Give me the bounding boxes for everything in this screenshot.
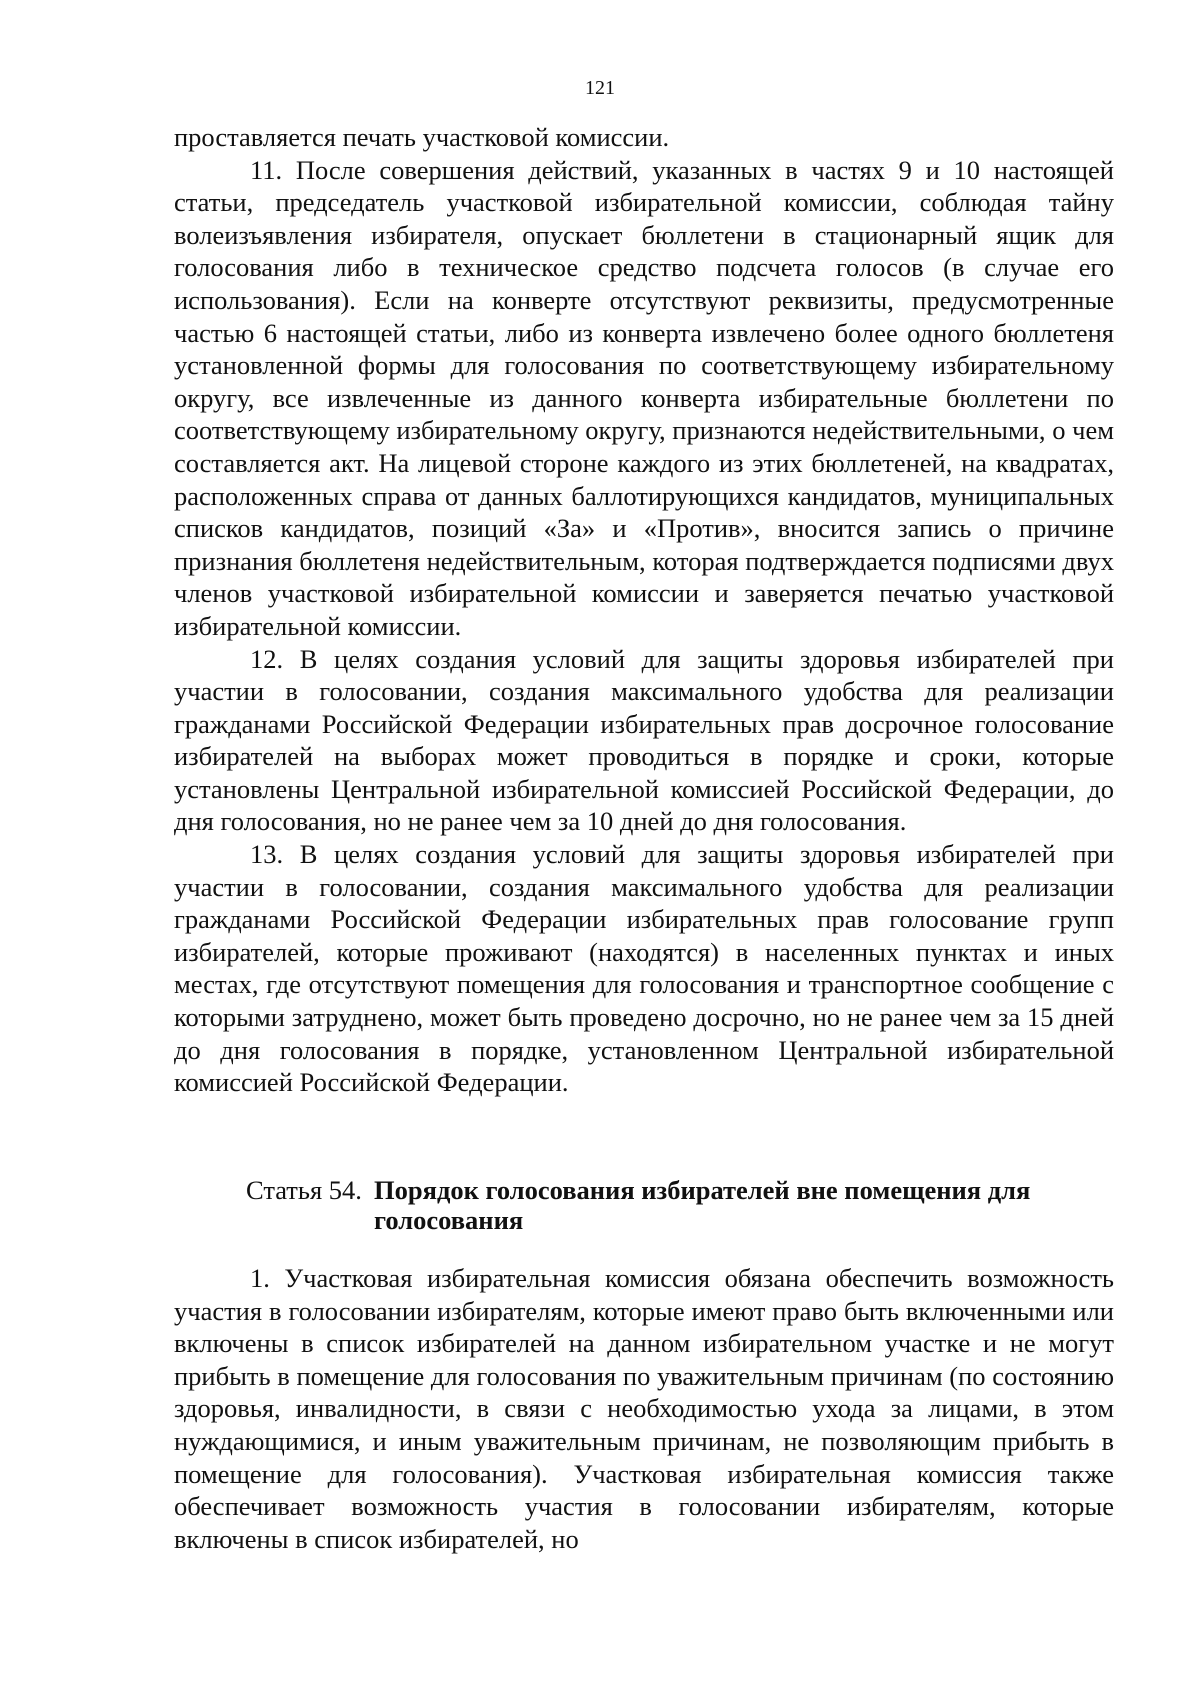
- article-54-body: [174, 1262, 1114, 1555]
- paragraph-12: 12. В целях создания условий для защиты здоровья избирателей при участии в голосовании, создания максимального удобства для реализации гражданами Российской Федерации избирательных прав досрочное голосование избирателей на выборах может проводиться в порядке и сроки, которые установлены Центральной избирательной комиссией Российской Федерации, до дня голосования, но не ранее чем за 10 дней до дня голосования.: [174, 643, 1114, 837]
- paragraph-11: 11. После совершения действий, указанных в частях 9 и 10 настоящей статьи, председатель участковой избирательной комиссии, соблюдая тайну волеизъявления избирателя, опускает бюллетени в стационарный ящик для голосования либо в техническое средство подсчета голосов (в случае его использования). Если на конверте отсутствуют реквизиты, предусмотренные частью 6 настоящей статьи, либо из конверта извлечено более одного бюллетеня установленной формы для голосования по соответствующему избирательному округу, все извлеченные из данного конверта избирательные бюллетени по соответствующему избирательному округу, признаются недействительными, о чем составляется акт. На лицевой стороне каждого из этих бюллетеней, на квадратах, расположенных справа от данных баллотирующихся кандидатов, муниципальных списков кандидатов, позиций «За» и «Против», вносится запись о причине признания бюллетеня недействительным, которая подтверждается подписями двух членов участковой избирательной комиссии и заверяется печатью участковой избирательной комиссии.: [174, 154, 1114, 641]
- paragraph-13: 13. В целях создания условий для защиты здоровья избирателей при участии в голосовании, создания максимального удобства для реализации гражданами Российской Федерации избирательных прав голосование групп избирателей, которые проживают (находятся) в населенных пунктах и иных местах, где отсутствуют помещения для голосования и транспортное сообщение с которыми затруднено, может быть проведено досрочно, но не ранее чем за 15 дней до дня голосования в порядке, установленном Центральной избирательной комиссией Российской Федерации.: [174, 839, 1114, 1098]
- article-title: Порядок голосования избирателей вне помещения для голосования: [374, 1175, 1031, 1235]
- article-53-continuation: [174, 121, 1114, 1099]
- article-label: Статья 54.: [246, 1175, 362, 1205]
- paragraph-1: 1. Участковая избирательная комиссия обязана обеспечить возможность участия в голосовании избирателям, которые имеют право быть включенными или включены в список избирателей на данном избирательном участке и не могут прибыть в помещение для голосования по уважительным причинам (по состоянию здоровья, инвалидности, в связи с необходимостью ухода за лицами, в этом нуждающимися, и иным уважительным причинам, не позволяющим прибыть в помещение для голосования). Участковая избирательная комиссия также обеспечивает возможность участия в голосовании избирателям, которые включены в список избирателей, но: [174, 1263, 1114, 1554]
- paragraph-continuation: проставляется печать участковой комиссии.: [174, 122, 670, 152]
- page-number: 121: [585, 77, 615, 99]
